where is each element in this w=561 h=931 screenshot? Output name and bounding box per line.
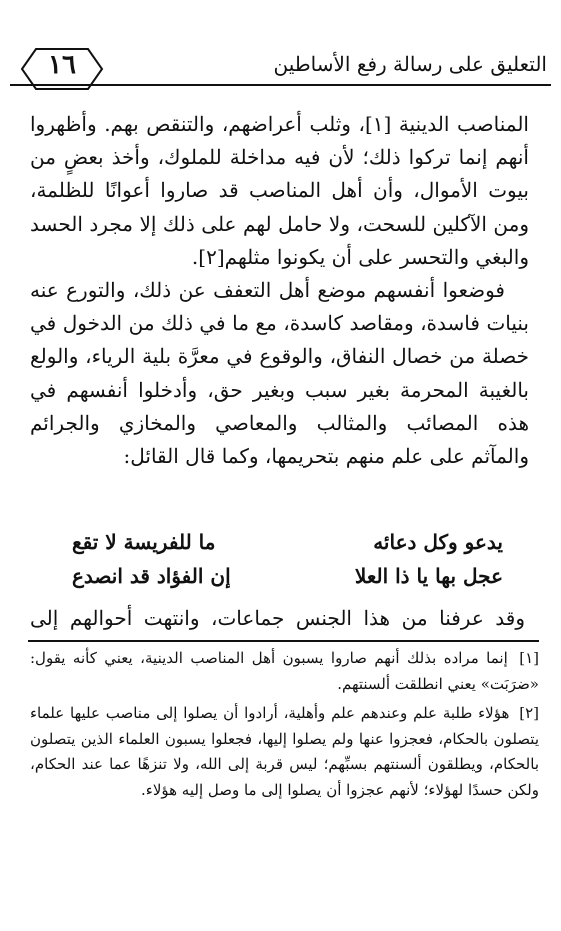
paragraph-2: فوضعوا أنفسهم موضع أهل التعفف عن ذلك، والتورع عنه بنيات فاسدة، ومقاصد كاسدة، مع ما في ذلك من الدخول في خصلة من خصال النفاق، والوقوع في معرَّة بلية الرياء، والولع بالغيبة المحرمة بغير سبب وبغير حق، وأدخلوا أنفسهم في هذه المصائب والمثالب والمعاصي والمخازي والجرائم والمآثم على علم منهم بتحريمها، وكما قال القائل: bbox=[30, 278, 529, 469]
verse-block bbox=[72, 530, 503, 596]
footnotes bbox=[30, 646, 539, 807]
page-number: ١٦ bbox=[48, 50, 76, 80]
verse-hemistich-second: إن الفؤاد قد انصدع bbox=[72, 564, 231, 588]
paragraph-3: وقد عرفنا من هذا الجنس جماعات، وانتهت أحوالهم إلى bbox=[30, 606, 525, 630]
footnote-2 bbox=[30, 701, 539, 803]
verse-hemistich-second: ما للفريسة لا تقع bbox=[72, 530, 216, 554]
footnote-number: [١] bbox=[519, 649, 539, 667]
main-text bbox=[30, 108, 529, 473]
paragraph-1: المناصب الدينية [١]، وثلب أعراضهم، والتنقص بهم. وأظهروا أنهم إنما تركوا ذلك؛ لأن فيه مداخلة للملوك، وأخذ بعضٍ من بيوت الأموال، وأن أهل المناصب قد صاروا أعوانًا للظلمة، ومن الآكلين للسحت، ولا حامل لهم على ذلك إلا مجرد الحسد والبغي والتحسر على أن يكونوا مثلهم[٢]. bbox=[30, 112, 529, 269]
footnote-number: [٢] bbox=[519, 704, 539, 722]
verse-hemistich-first: يدعو وكل دعائه bbox=[373, 530, 503, 554]
running-title: التعليق على رسالة رفع الأساطين bbox=[273, 52, 547, 76]
footnote-separator bbox=[28, 640, 539, 642]
verse-line bbox=[72, 530, 503, 563]
verse-line bbox=[72, 564, 503, 597]
footnote-text: إنما مراده بذلك أنهم صاروا يسبون أهل المناصب الدينية، يعني كأنه يقول: «ضرَبَت» يعني انطلقت ألسنتهم. bbox=[30, 649, 539, 693]
footnote-1 bbox=[30, 646, 539, 697]
verse-hemistich-first: عجل بها يا ذا العلا bbox=[354, 564, 503, 588]
footnote-text: هؤلاء طلبة علم وعندهم علم وأهلية، أرادوا أن يصلوا إلى مناصب عليها علماء يتصلون بالحكام، فعجزوا عنها ولم يصلوا إليها، فجعلوا يسبون العلماء الذين يتصلون بالحكام، ويطلقون ألسنتهم بسبِّهم؛ ليس قربة إلى الله، ولا تنزهًا عما عند الحكام، ولكن حسدًا لهؤلاء؛ لأنهم عجزوا أن يصلوا إلى ما وصل إليه هؤلاء. bbox=[30, 704, 539, 799]
page-number-badge bbox=[18, 46, 106, 86]
page-header bbox=[10, 42, 551, 96]
header-rule bbox=[10, 84, 551, 86]
